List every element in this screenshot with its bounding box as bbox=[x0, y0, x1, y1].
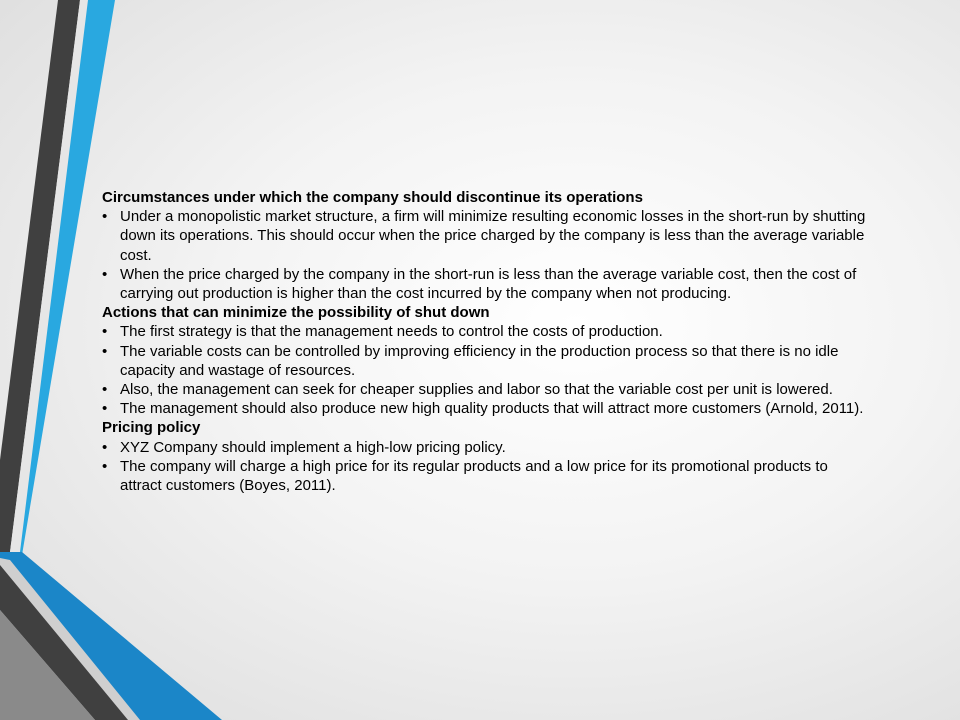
bullet-item: • The variable costs can be controlled by improving efficiency in the production process so that there is no idle capacity and wastage of resources. bbox=[102, 342, 868, 380]
section-shutdown-circumstances bbox=[102, 188, 868, 303]
section-heading: Actions that can minimize the possibility of shut down bbox=[102, 304, 490, 322]
slide-body bbox=[102, 188, 868, 495]
bullet-item: • XYZ Company should implement a high-low pricing policy. bbox=[102, 438, 868, 457]
bullet-list bbox=[102, 322, 868, 418]
bullet-item: • The first strategy is that the management needs to control the costs of production. bbox=[102, 322, 868, 341]
bullet-item: • The management should also produce new high quality products that will attract more customers (Arnold, 2011). bbox=[102, 399, 868, 418]
bullet-item: • Also, the management can seek for cheaper supplies and labor so that the variable cost per unit is lowered. bbox=[102, 380, 868, 399]
bullet-item: • When the price charged by the company in the short-run is less than the average variable cost, then the cost of carrying out production is higher than the cost incurred by the company when not producing. bbox=[102, 265, 868, 303]
bullet-item: • The company will charge a high price for its regular products and a low price for its promotional products to attract customers (Boyes, 2011). bbox=[102, 457, 868, 495]
section-heading: Pricing policy bbox=[102, 419, 201, 437]
bullet-item: • Under a monopolistic market structure, a firm will minimize resulting economic losses in the short-run by shutting down its operations. This should occur when the price charged by the company is less than the average variable cost. bbox=[102, 207, 868, 265]
section-minimize-shutdown bbox=[102, 303, 868, 418]
bullet-list bbox=[102, 438, 868, 496]
bullet-list bbox=[102, 207, 868, 303]
section-heading: Circumstances under which the company should discontinue its operations bbox=[102, 189, 643, 206]
section-pricing-policy bbox=[102, 418, 868, 495]
